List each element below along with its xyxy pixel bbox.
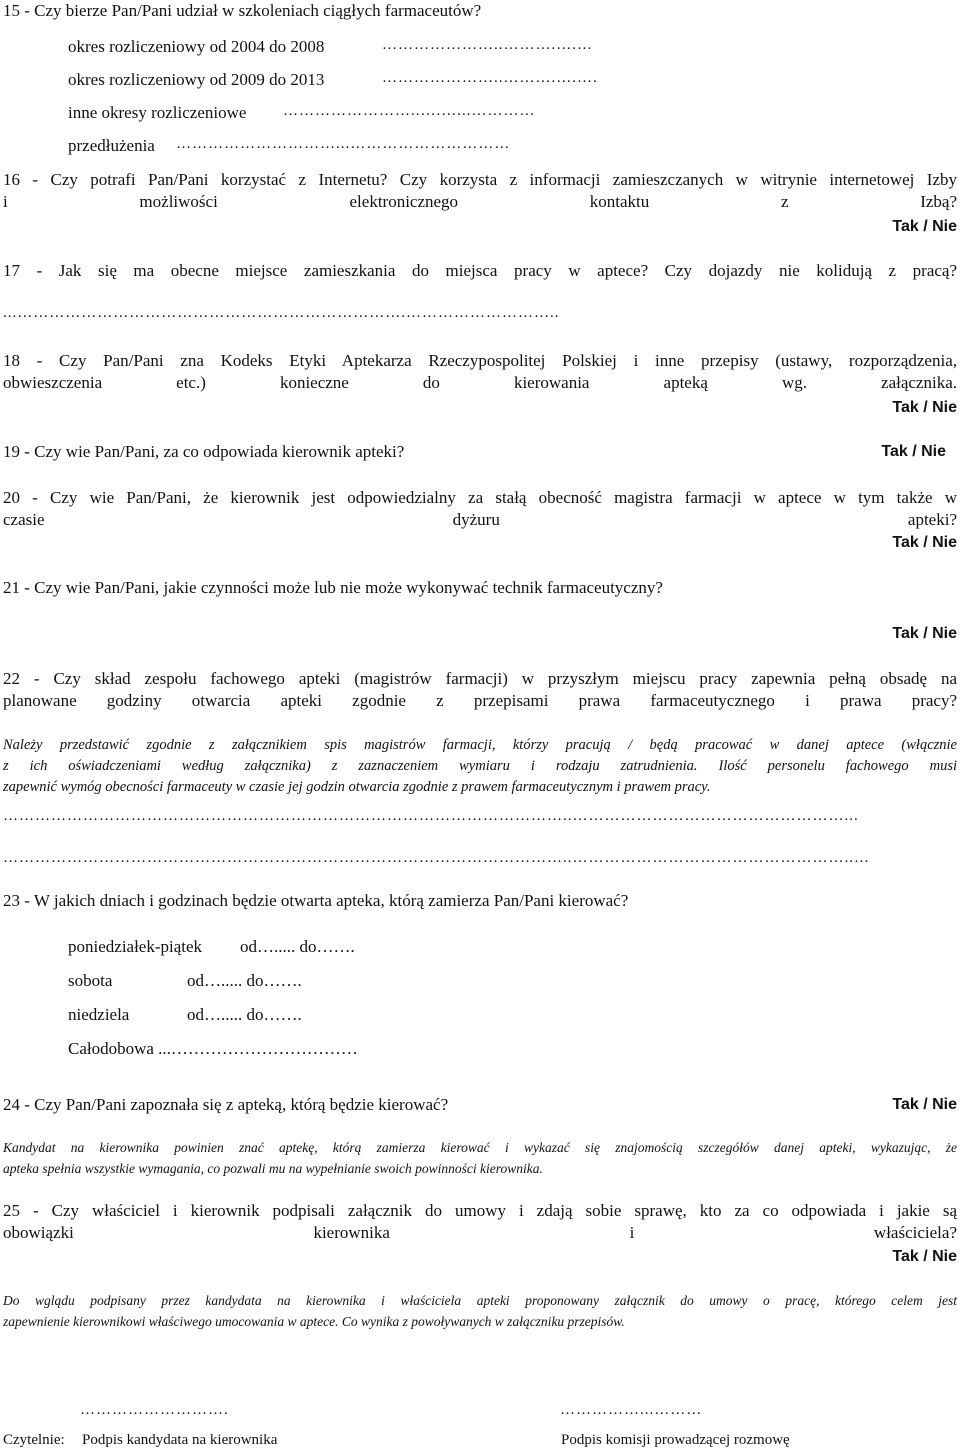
committee-signature-line[interactable]: ……………...……… <box>560 1402 703 1418</box>
q17-line1: 17 - Jak się ma obecne miejsce zamieszkania do miejsca pracy w aptece? Czy dojazdy nie kolidują z pracą? <box>3 261 957 280</box>
q25-answer-option[interactable]: Tak / Nie <box>892 1248 957 1265</box>
q20-line2: czasie dyżuru apteki? <box>3 510 957 529</box>
q23-allday-fill[interactable]: Całodobowa ...…………………………… <box>68 1039 358 1058</box>
q25-question <box>3 1200 957 1244</box>
q24-note-line2: apteka spełnia wszystkie wymagania, co pozwali mu na wypełnianie swoich powinności kierownika. <box>3 1161 543 1176</box>
q22-line1: 22 - Czy skład zespołu fachowego apteki (magistrów farmacji) w przyszłym miejscu pracy zapewnia pełną obsadę na <box>3 669 957 688</box>
q19-answer-option[interactable]: Tak / Nie <box>881 443 946 460</box>
q15-row-fill[interactable]: ……………………..….…...………… <box>283 103 536 119</box>
q21-question: 21 - Czy wie Pan/Pani, jakie czynności może lub nie może wykonywać technik farmaceutyczny? <box>3 578 663 597</box>
q23-day-label: sobota <box>68 971 113 990</box>
q22-answer-fill[interactable]: ……………………………………………………………………………………………..……………………………………………... <box>3 808 859 824</box>
q15-row-fill[interactable]: …………………..……….….…. <box>382 70 598 86</box>
q25-note-line2: zapewnienie kierownikowi właściwego umocowania w aptece. Co wynika z powoływanych w załączniku przepisów. <box>3 1314 625 1329</box>
q22-note-line1: Należy przedstawić zgodnie z załącznikiem spis magistrów farmacji, którzy pracują / będą pracować w danej aptece (włącznie <box>3 737 957 753</box>
q20-answer-option[interactable]: Tak / Nie <box>892 534 957 551</box>
q22-answer-fill[interactable]: ……………………………………………………………………………………………..……………………………………………..… <box>3 850 870 866</box>
q18-line2: obwieszczenia etc.) konieczne do kierowania apteką wg. załącznika. <box>3 373 957 392</box>
q15-row-label: okres rozliczeniowy od 2004 do 2008 <box>68 37 325 56</box>
q23-hours-fill[interactable]: od…..... do……. <box>240 937 355 956</box>
q17-answer-fill[interactable]: ...……………………………………………………………….……………………….. <box>3 305 560 321</box>
q20-line1: 20 - Czy wie Pan/Pani, że kierownik jest odpowiedzialny za stałą obecność magistra farmacji w aptece w tym także w <box>3 488 957 507</box>
q18-question <box>3 350 957 394</box>
q15-row-fill[interactable]: …………………………...………………………… <box>176 136 511 152</box>
q22-question <box>3 668 957 712</box>
q15-row-fill[interactable]: …………………..……….….… <box>382 37 593 53</box>
q18-line1: 18 - Czy Pan/Pani zna Kodeks Etyki Aptekarza Rzeczypospolitej Polskiej i inne przepisy (ustawy, rozporządzenia, <box>3 351 957 370</box>
q15-row-label: przedłużenia <box>68 136 155 155</box>
q22-note-line2: z ich oświadczeniami według załącznika) z zaznaczeniem wymiaru i rodzaju zatrudnienia. Ilość personelu fachowego musi <box>3 758 957 774</box>
candidate-signature-line[interactable]: ………………………. <box>80 1402 229 1418</box>
q23-hours-fill[interactable]: od…..... do……. <box>187 971 302 990</box>
q25-line1: 25 - Czy właściciel i kierownik podpisali załącznik do umowy i zdają sobie sprawę, kto za co odpowiada i jakie są <box>3 1201 957 1220</box>
signature-prefix: Czytelnie: <box>3 1432 65 1448</box>
q24-answer-option[interactable]: Tak / Nie <box>892 1096 957 1113</box>
q25-note <box>3 1290 957 1332</box>
q25-note-line1: Do wglądu podpisany przez kandydata na kierownika i właściciela apteki proponowany załącznik do umowy o pracę, którego celem jest <box>3 1293 957 1308</box>
q25-line2: obowiązki kierownika i właściciela? <box>3 1223 957 1242</box>
q15-row-label: inne okresy rozliczeniowe <box>68 103 247 122</box>
q19-question: 19 - Czy wie Pan/Pani, za co odpowiada kierownik apteki? <box>3 442 405 461</box>
q23-question: 23 - W jakich dniach i godzinach będzie otwarta apteka, którą zamierza Pan/Pani kierować? <box>3 891 629 910</box>
q20-question <box>3 487 957 531</box>
q24-question: 24 - Czy Pan/Pani zapoznała się z apteką, którą będzie kierować? <box>3 1095 449 1114</box>
q21-answer-option[interactable]: Tak / Nie <box>892 625 957 642</box>
q23-day-label: poniedziałek-piątek <box>68 937 203 956</box>
q24-note-line1: Kandydat na kierownika powinien znać aptekę, którą zamierza kierować i wykazać się znajomością szczegółów danej apteki, wykazując, że <box>3 1140 957 1155</box>
q16-line1: 16 - Czy potrafi Pan/Pani korzystać z Internetu? Czy korzysta z informacji zamieszczanych w witrynie internetowej Izby <box>3 170 957 189</box>
q23-day-label: niedziela <box>68 1005 130 1024</box>
q22-note <box>3 735 957 798</box>
q16-question <box>3 169 957 213</box>
q15-row-label: okres rozliczeniowy od 2009 do 2013 <box>68 70 325 89</box>
q22-note-line3: zapewnić wymóg obecności farmaceuty w czasie jej godzin otwarcia zgodnie z prawem farmaceutycznym i prawem pracy. <box>3 779 711 795</box>
q23-hours-fill[interactable]: od…..... do……. <box>187 1005 302 1024</box>
q17-question <box>3 260 957 282</box>
q24-note <box>3 1137 957 1179</box>
committee-signature-label: Podpis komisji prowadzącej rozmowę <box>561 1432 790 1448</box>
candidate-signature-label: Podpis kandydata na kierownika <box>82 1432 278 1448</box>
q16-answer-option[interactable]: Tak / Nie <box>892 218 957 235</box>
q18-answer-option[interactable]: Tak / Nie <box>892 399 957 416</box>
q15-title: 15 - Czy bierze Pan/Pani udział w szkoleniach ciągłych farmaceutów? <box>3 1 482 20</box>
q22-line2: planowane godziny otwarcia apteki zgodnie z przepisami prawa farmaceutycznego i prawa pracy? <box>3 691 957 710</box>
q16-line2: i możliwości elektronicznego kontaktu z Izbą? <box>3 192 957 211</box>
